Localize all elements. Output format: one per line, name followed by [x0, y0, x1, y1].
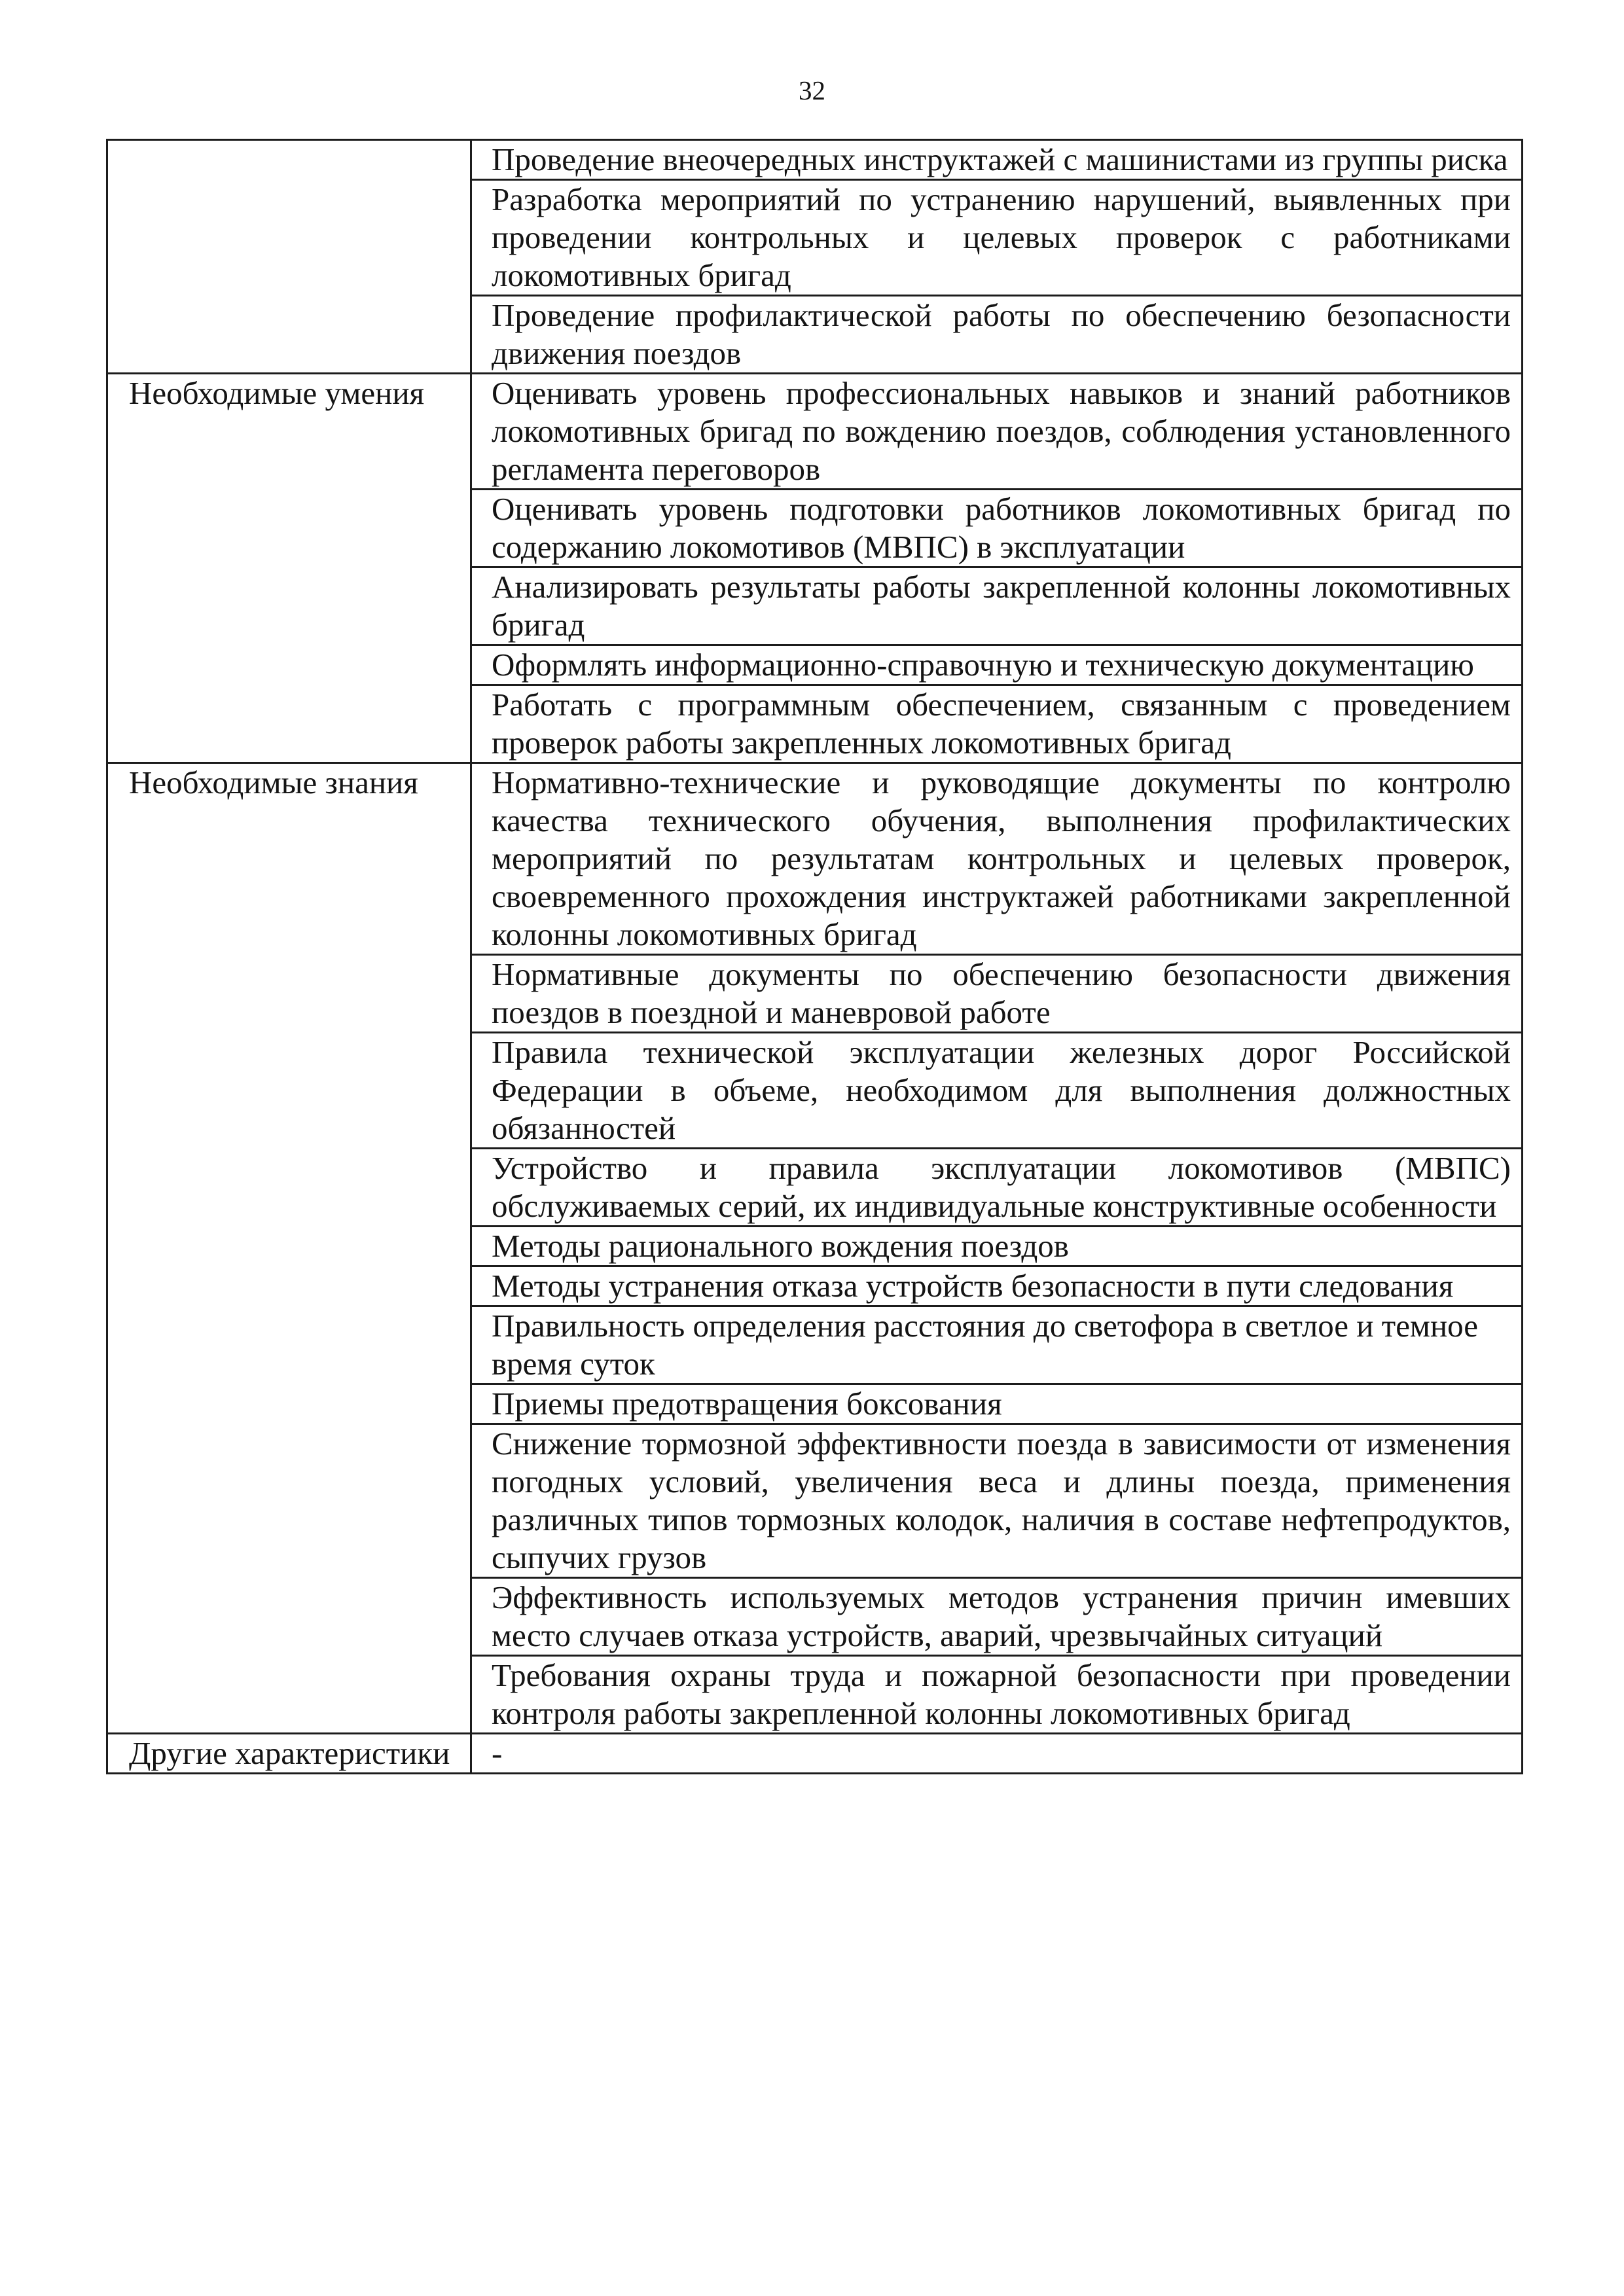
labor-action-item: Разработка мероприятий по устранению нарушений, выявленных при проведении контрольных и целевых проверок с работниками локомотивных бригад: [471, 180, 1523, 296]
skill-item: Анализировать результаты работы закрепленной колонны локомотивных бригад: [471, 567, 1523, 645]
skill-item: Оформлять информационно-справочную и техническую документацию: [471, 645, 1523, 685]
competency-table: [106, 139, 1523, 1774]
skill-item: Оценивать уровень профессиональных навыков и знаний работников локомотивных бригад по вождению поездов, соблюдения установленного регламента переговоров: [471, 374, 1523, 490]
knowledge-item: Нормативные документы по обеспечению безопасности движения поездов в поездной и маневровой работе: [471, 955, 1523, 1033]
knowledge-item: Снижение тормозной эффективности поезда в зависимости от изменения погодных условий, увеличения веса и длины поезда, применения различных типов тормозных колодок, наличия в составе нефтепродуктов, сыпучих грузов: [471, 1424, 1523, 1578]
knowledge-item: Требования охраны труда и пожарной безопасности при проведении контроля работы закрепленной колонны локомотивных бригад: [471, 1656, 1523, 1734]
knowledge-item: Приемы предотвращения боксования: [471, 1384, 1523, 1424]
table-row: [107, 140, 1523, 180]
knowledge-item: Нормативно-технические и руководящие документы по контролю качества технического обучения, выполнения профилактических мероприятий по результатам контрольных и целевых проверок, своевременного прохождения инструктажей работниками закрепленной колонны локомотивных бригад: [471, 763, 1523, 955]
knowledge-item: Методы устранения отказа устройств безопасности в пути следования: [471, 1266, 1523, 1306]
knowledge-item: Правила технической эксплуатации железных дорог Российской Федерации в объеме, необходимом для выполнения должностных обязанностей: [471, 1033, 1523, 1149]
knowledge-label: Необходимые знания: [107, 763, 471, 1734]
continued-label-cell: [107, 140, 471, 374]
knowledge-item: Эффективность используемых методов устранения причин имевших место случаев отказа устройств, аварий, чрезвычайных ситуаций: [471, 1578, 1523, 1656]
table-row: [107, 1734, 1523, 1774]
other-value: -: [471, 1734, 1523, 1774]
labor-action-item: Проведение профилактической работы по обеспечению безопасности движения поездов: [471, 296, 1523, 374]
labor-action-item: Проведение внеочередных инструктажей с машинистами из группы риска: [471, 140, 1523, 180]
other-label: Другие характеристики: [107, 1734, 471, 1774]
knowledge-item: Правильность определения расстояния до светофора в светлое и темное время суток: [471, 1306, 1523, 1384]
page-number: 32: [799, 75, 825, 105]
table-row: [107, 763, 1523, 955]
skill-item: Оценивать уровень подготовки работников локомотивных бригад по содержанию локомотивов (МВПС) в эксплуатации: [471, 490, 1523, 567]
skill-item: Работать с программным обеспечением, связанным с проведением проверок работы закрепленных локомотивных бригад: [471, 685, 1523, 763]
table-row: [107, 374, 1523, 490]
knowledge-item: Методы рационального вождения поездов: [471, 1227, 1523, 1266]
knowledge-item: Устройство и правила эксплуатации локомотивов (МВПС) обслуживаемых серий, их индивидуальные конструктивные особенности: [471, 1149, 1523, 1227]
skills-label: Необходимые умения: [107, 374, 471, 763]
